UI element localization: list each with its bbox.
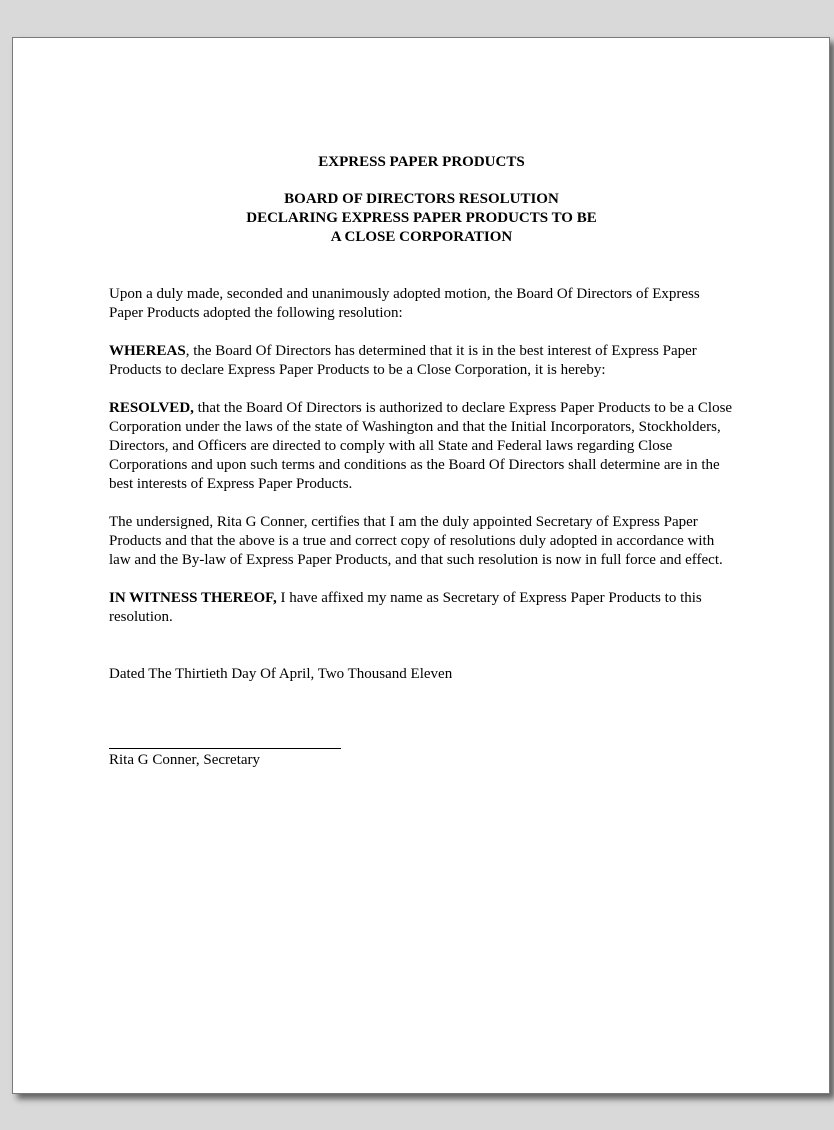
certification-paragraph: The undersigned, Rita G Conner, certifies that I am the duly appointed Secretary of Express Paper Products and that the above is a true and correct copy of resolutions duly adopted in accordance with law and the By-law of Express Paper Products, and that such resolution is now in full force and effect.	[109, 514, 723, 568]
witness-paragraph	[109, 589, 734, 627]
title-line-2: DECLARING EXPRESS PAPER PRODUCTS TO BE	[246, 210, 597, 226]
resolved-text: that the Board Of Directors is authorized to declare Express Paper Products to be a Close Corporation under the laws of the state of Washington and that the Initial Incorporators, Stockholders, Directors, and Officers are directed to comply with all State and Federal laws regarding Close Corporations and upon such terms and conditions as the Board Of Directors shall determine are in the best interests of Express Paper Products.	[109, 400, 733, 492]
whereas-text: , the Board Of Directors has determined that it is in the best interest of Express Paper Products to declare Express Paper Products to be a Close Corporation, it is hereby:	[109, 343, 697, 378]
document-page	[12, 37, 830, 1094]
signature-line	[109, 748, 341, 749]
witness-text: I have affixed my name as Secretary of Express Paper Products to this resolution.	[109, 590, 702, 625]
title-line-1: BOARD OF DIRECTORS RESOLUTION	[284, 191, 559, 207]
whereas-lead: WHEREAS	[109, 343, 186, 359]
resolved-paragraph	[109, 399, 734, 494]
company-heading: EXPRESS PAPER PRODUCTS	[318, 154, 525, 170]
intro-paragraph: Upon a duly made, seconded and unanimously adopted motion, the Board Of Directors of Express Paper Products adopted the following resolution:	[109, 286, 700, 321]
document-body	[109, 153, 734, 770]
dated-line: Dated The Thirtieth Day Of April, Two Thousand Eleven	[109, 666, 453, 682]
signature-name: Rita G Conner, Secretary	[109, 752, 261, 768]
whereas-paragraph	[109, 342, 734, 380]
resolved-lead: RESOLVED,	[109, 400, 194, 416]
title-line-3: A CLOSE CORPORATION	[330, 229, 513, 245]
resolution-title	[109, 190, 734, 247]
witness-lead: IN WITNESS THEREOF,	[109, 590, 277, 606]
